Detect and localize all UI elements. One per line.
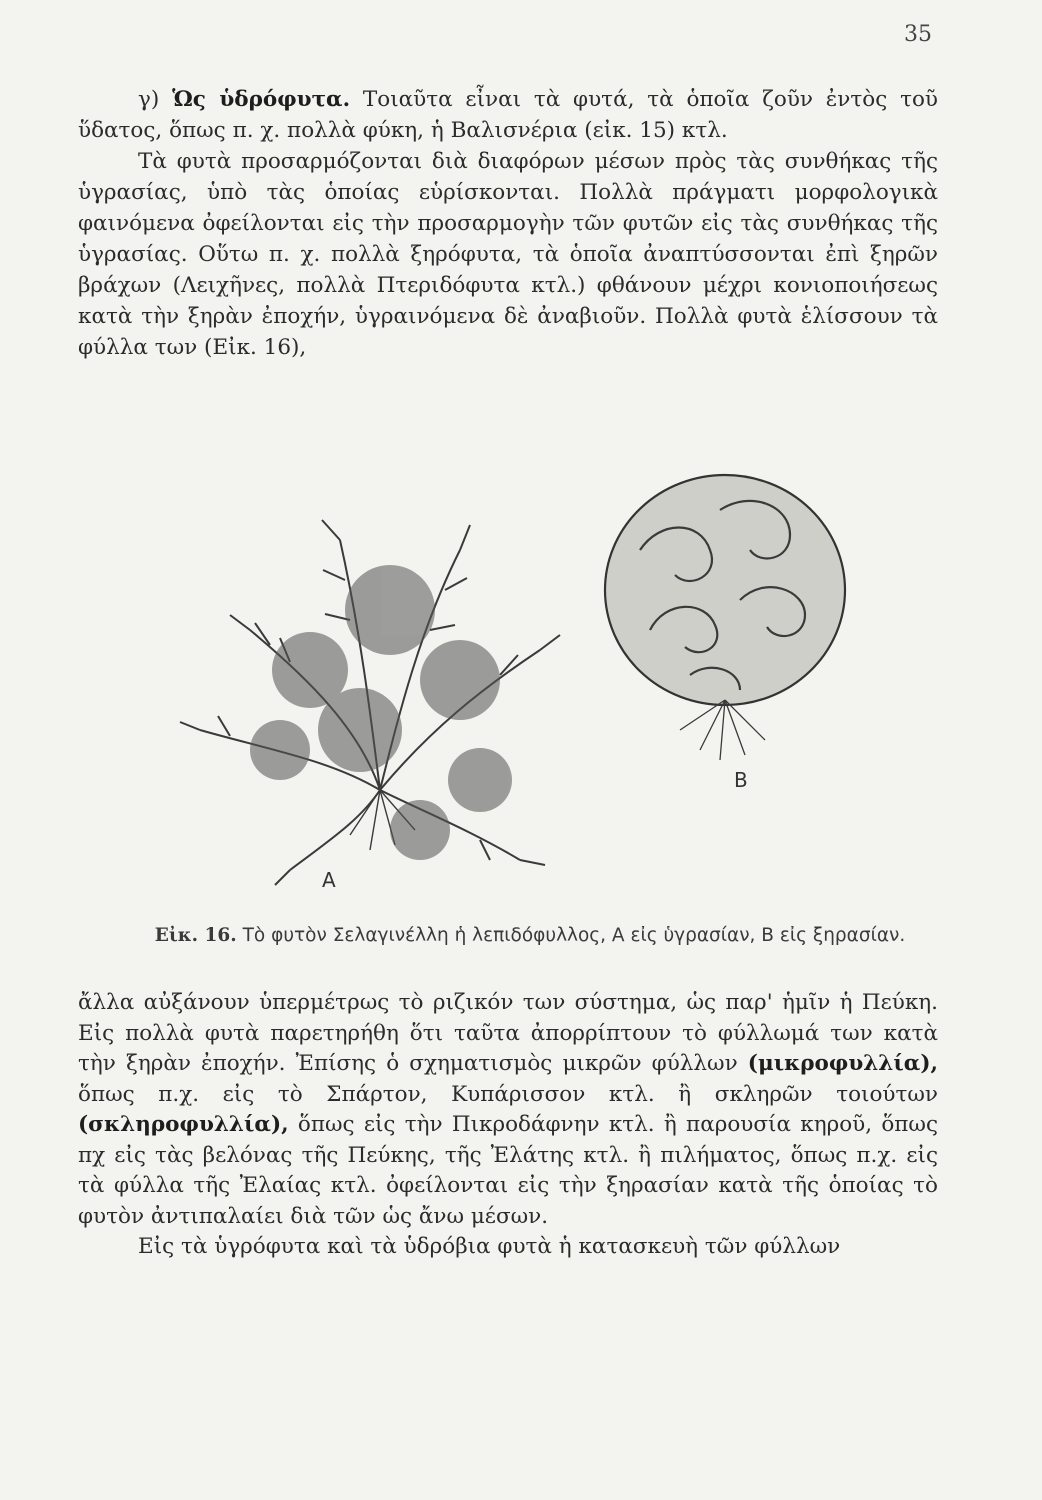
plant-a-texture <box>250 565 512 860</box>
caption-number: Εἰκ. 16. <box>154 925 237 946</box>
paragraph-hygrophytes: Εἰς τὰ ὑγρόφυτα καὶ τὰ ὑδρόβια φυτὰ ἡ κατασκευὴ τῶν φύλλων <box>138 1234 841 1259</box>
figure-selaginella <box>160 430 880 900</box>
illustration <box>160 430 880 900</box>
page-number: 35 <box>904 22 932 47</box>
upper-text-block <box>78 84 938 363</box>
paragraph-xerophyte-adaptations <box>78 988 938 1232</box>
paragraph-text: ἄλλα αὐξάνουν ὑπερμέτρως τὸ ριζικόν των σύστημα, ὡς παρ' ἡμῖν ἡ Πεύκη. Εἰς πολλὰ φυτὰ παρετηρήθη ὅτι ταῦτα ἀπορρίπτουν τὸ φύλλωμά των κατὰ τὴν ξηρὰν ἐποχήν. Ἐπίσης ὁ σχηματισμὸς μικρῶν φύλλων <box>78 990 938 1076</box>
figure-caption <box>150 922 910 950</box>
lower-text-block <box>78 988 938 1263</box>
paragraph-adaptation: Τὰ φυτὰ προσαρμόζονται διὰ διαφόρων μέσων πρὸς τὰς συνθήκας τῆς ὑγρασίας, ὑπὸ τὰς ὁποίας εὑρίσκονται. Πολλὰ πράγματι μορφολογικὰ φαινόμενα ὀφείλονται εἰς τὴν προσαρμογὴν τῶν φυτῶν εἰς τὰς συνθήκας τῆς ὑγρασίας. Οὕτω π. χ. πολλὰ ξηρόφυτα, τὰ ὁποῖα ἀναπτύσσονται ἐπὶ ξηρῶν βράχων (Λειχῆνες, πολλὰ Πτεριδόφυτα κτλ.) φθάνουν μέχρι κονιοποιήσεως κατὰ τὴν ξηρὰν ἐποχήν, ὑγραινόμενα δὲ ἀναβιοῦν. Πολλὰ φυτὰ ἑλίσσουν τὰ φύλλα των (Εἰκ. 16), <box>78 149 938 360</box>
paragraph-text: ὅπως εἰς τὴν Πικροδάφνην κτλ. ἢ παρουσία κηροῦ, ὅπως πχ εἰς τὰς βελόνας τῆς Πεύκης, τῆς Ἐλάτης κτλ. ἢ πιλήματος, ὅπως π.χ. εἰς τὰ φύλλα τῆς Ἐλαίας κτλ. ὀφείλονται εἰς τὴν ξηρασίαν κατὰ τῆς ὁποίας τὸ φυτὸν ἀντιπαλαίει διὰ τῶν ὡς ἄνω μέσων. <box>78 1112 938 1229</box>
list-label: γ) <box>138 87 160 112</box>
paragraph-hydrophytes <box>78 84 938 146</box>
paragraph-text: ὅπως π.χ. εἰς τὸ Σπάρτον, Κυπάρισσον κτλ. ἢ σκληρῶν τοιούτων <box>78 1081 938 1107</box>
plant-b-illustration <box>605 475 845 760</box>
caption-text: Τὸ φυτὸν Σελαγινέλλη ἡ λεπιδόφυλλος, Α εἰς ὑγρασίαν, Β εἰς ξηρασίαν. <box>242 925 906 946</box>
figure-label-a: A <box>322 868 336 892</box>
term-sclerophylly: (σκληροφυλλία), <box>78 1112 289 1137</box>
section-heading: Ὡς ὑδρόφυτα. <box>172 87 351 112</box>
term-microphylly: (μικροφυλλία), <box>747 1051 938 1076</box>
paragraph-text: Τοιαῦτα εἶναι τὰ φυτά, τὰ ὁποῖα ζοῦν ἐντὸς τοῦ ὕδατος, ὅπως π. χ. πολλὰ φύκη, ἡ Βαλισνέρια (εἰκ. 15) κτλ. <box>78 87 938 143</box>
figure-label-b: B <box>734 768 748 792</box>
